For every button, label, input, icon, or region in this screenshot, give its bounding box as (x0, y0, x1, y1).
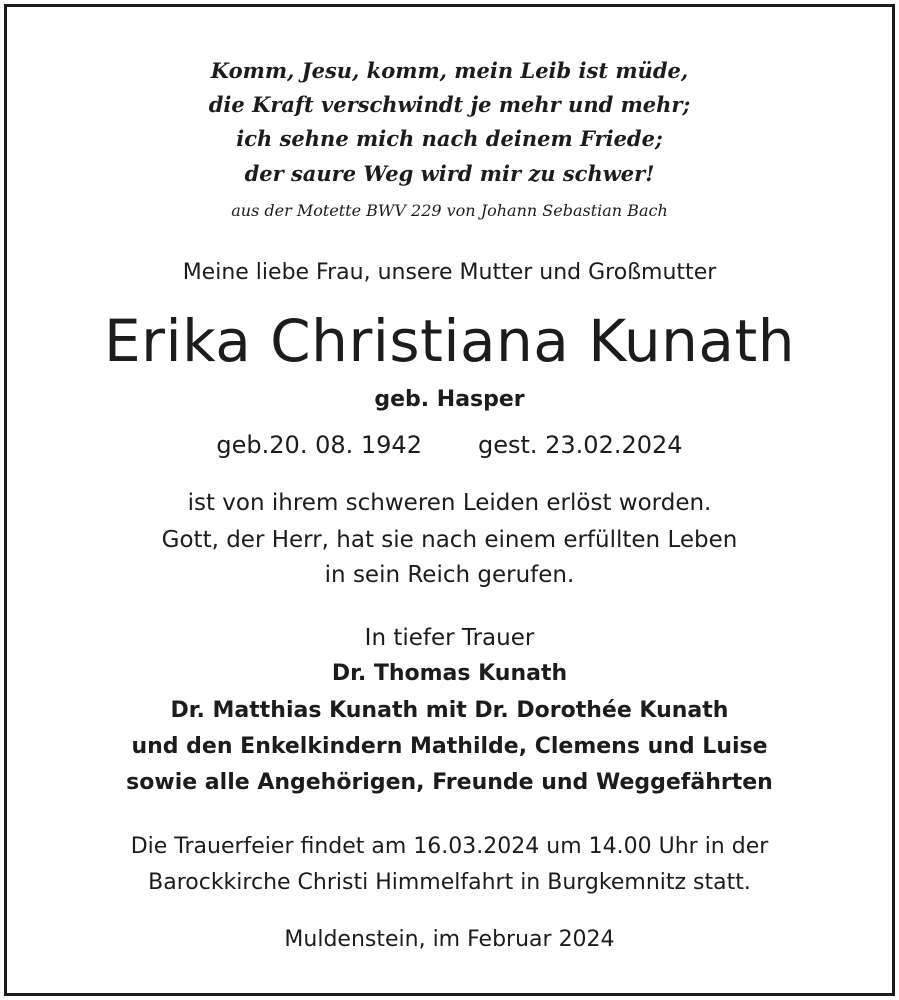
poem-line-3: ich sehne mich nach deinem Friede; (236, 126, 663, 151)
mourning-heading: In tiefer Trauer (364, 625, 535, 651)
service-line-1: Die Trauerfeier findet am 16.03.2024 um 14.00 Uhr in der (130, 834, 769, 859)
maiden-name: geb. Hasper (374, 387, 525, 412)
mourner-line-2: Dr. Matthias Kunath mit Dr. Dorothée Kunath (170, 698, 729, 723)
message-line-1: ist von ihrem schweren Leiden erlöst worden. (187, 490, 712, 516)
mourner-line-3: und den Enkelkindern Mathilde, Clemens und Luise (131, 734, 768, 759)
poem-line-1: Komm, Jesu, komm, mein Leib ist müde, (210, 58, 689, 83)
intro-text: Meine liebe Frau, unsere Mutter und Großmutter (182, 260, 717, 285)
message-line-3: in sein Reich gerufen. (324, 562, 575, 588)
poem-line-2: die Kraft verschwindt je mehr und mehr; (208, 92, 691, 117)
deceased-name: Erika Christiana Kunath (104, 307, 795, 375)
service-line-2: Barockkirche Christi Himmelfahrt in Burgkemnitz statt. (148, 870, 751, 895)
birth-date: geb.20. 08. 1942 (216, 431, 422, 459)
mourner-line-1: Dr. Thomas Kunath (331, 661, 568, 686)
mourner-line-4: sowie alle Angehörigen, Freunde und Weggefährten (126, 770, 773, 795)
message-line-2: Gott, der Herr, hat sie nach einem erfüllten Leben (161, 527, 738, 553)
poem-source: aus der Motette BWV 229 von Johann Sebastian Bach (231, 201, 668, 220)
closing-place-date: Muldenstein, im Februar 2024 (284, 927, 615, 952)
life-dates (0, 433, 899, 457)
poem-line-4: der saure Weg wird mir zu schwer! (244, 161, 655, 186)
death-date: gest. 23.02.2024 (477, 431, 683, 459)
